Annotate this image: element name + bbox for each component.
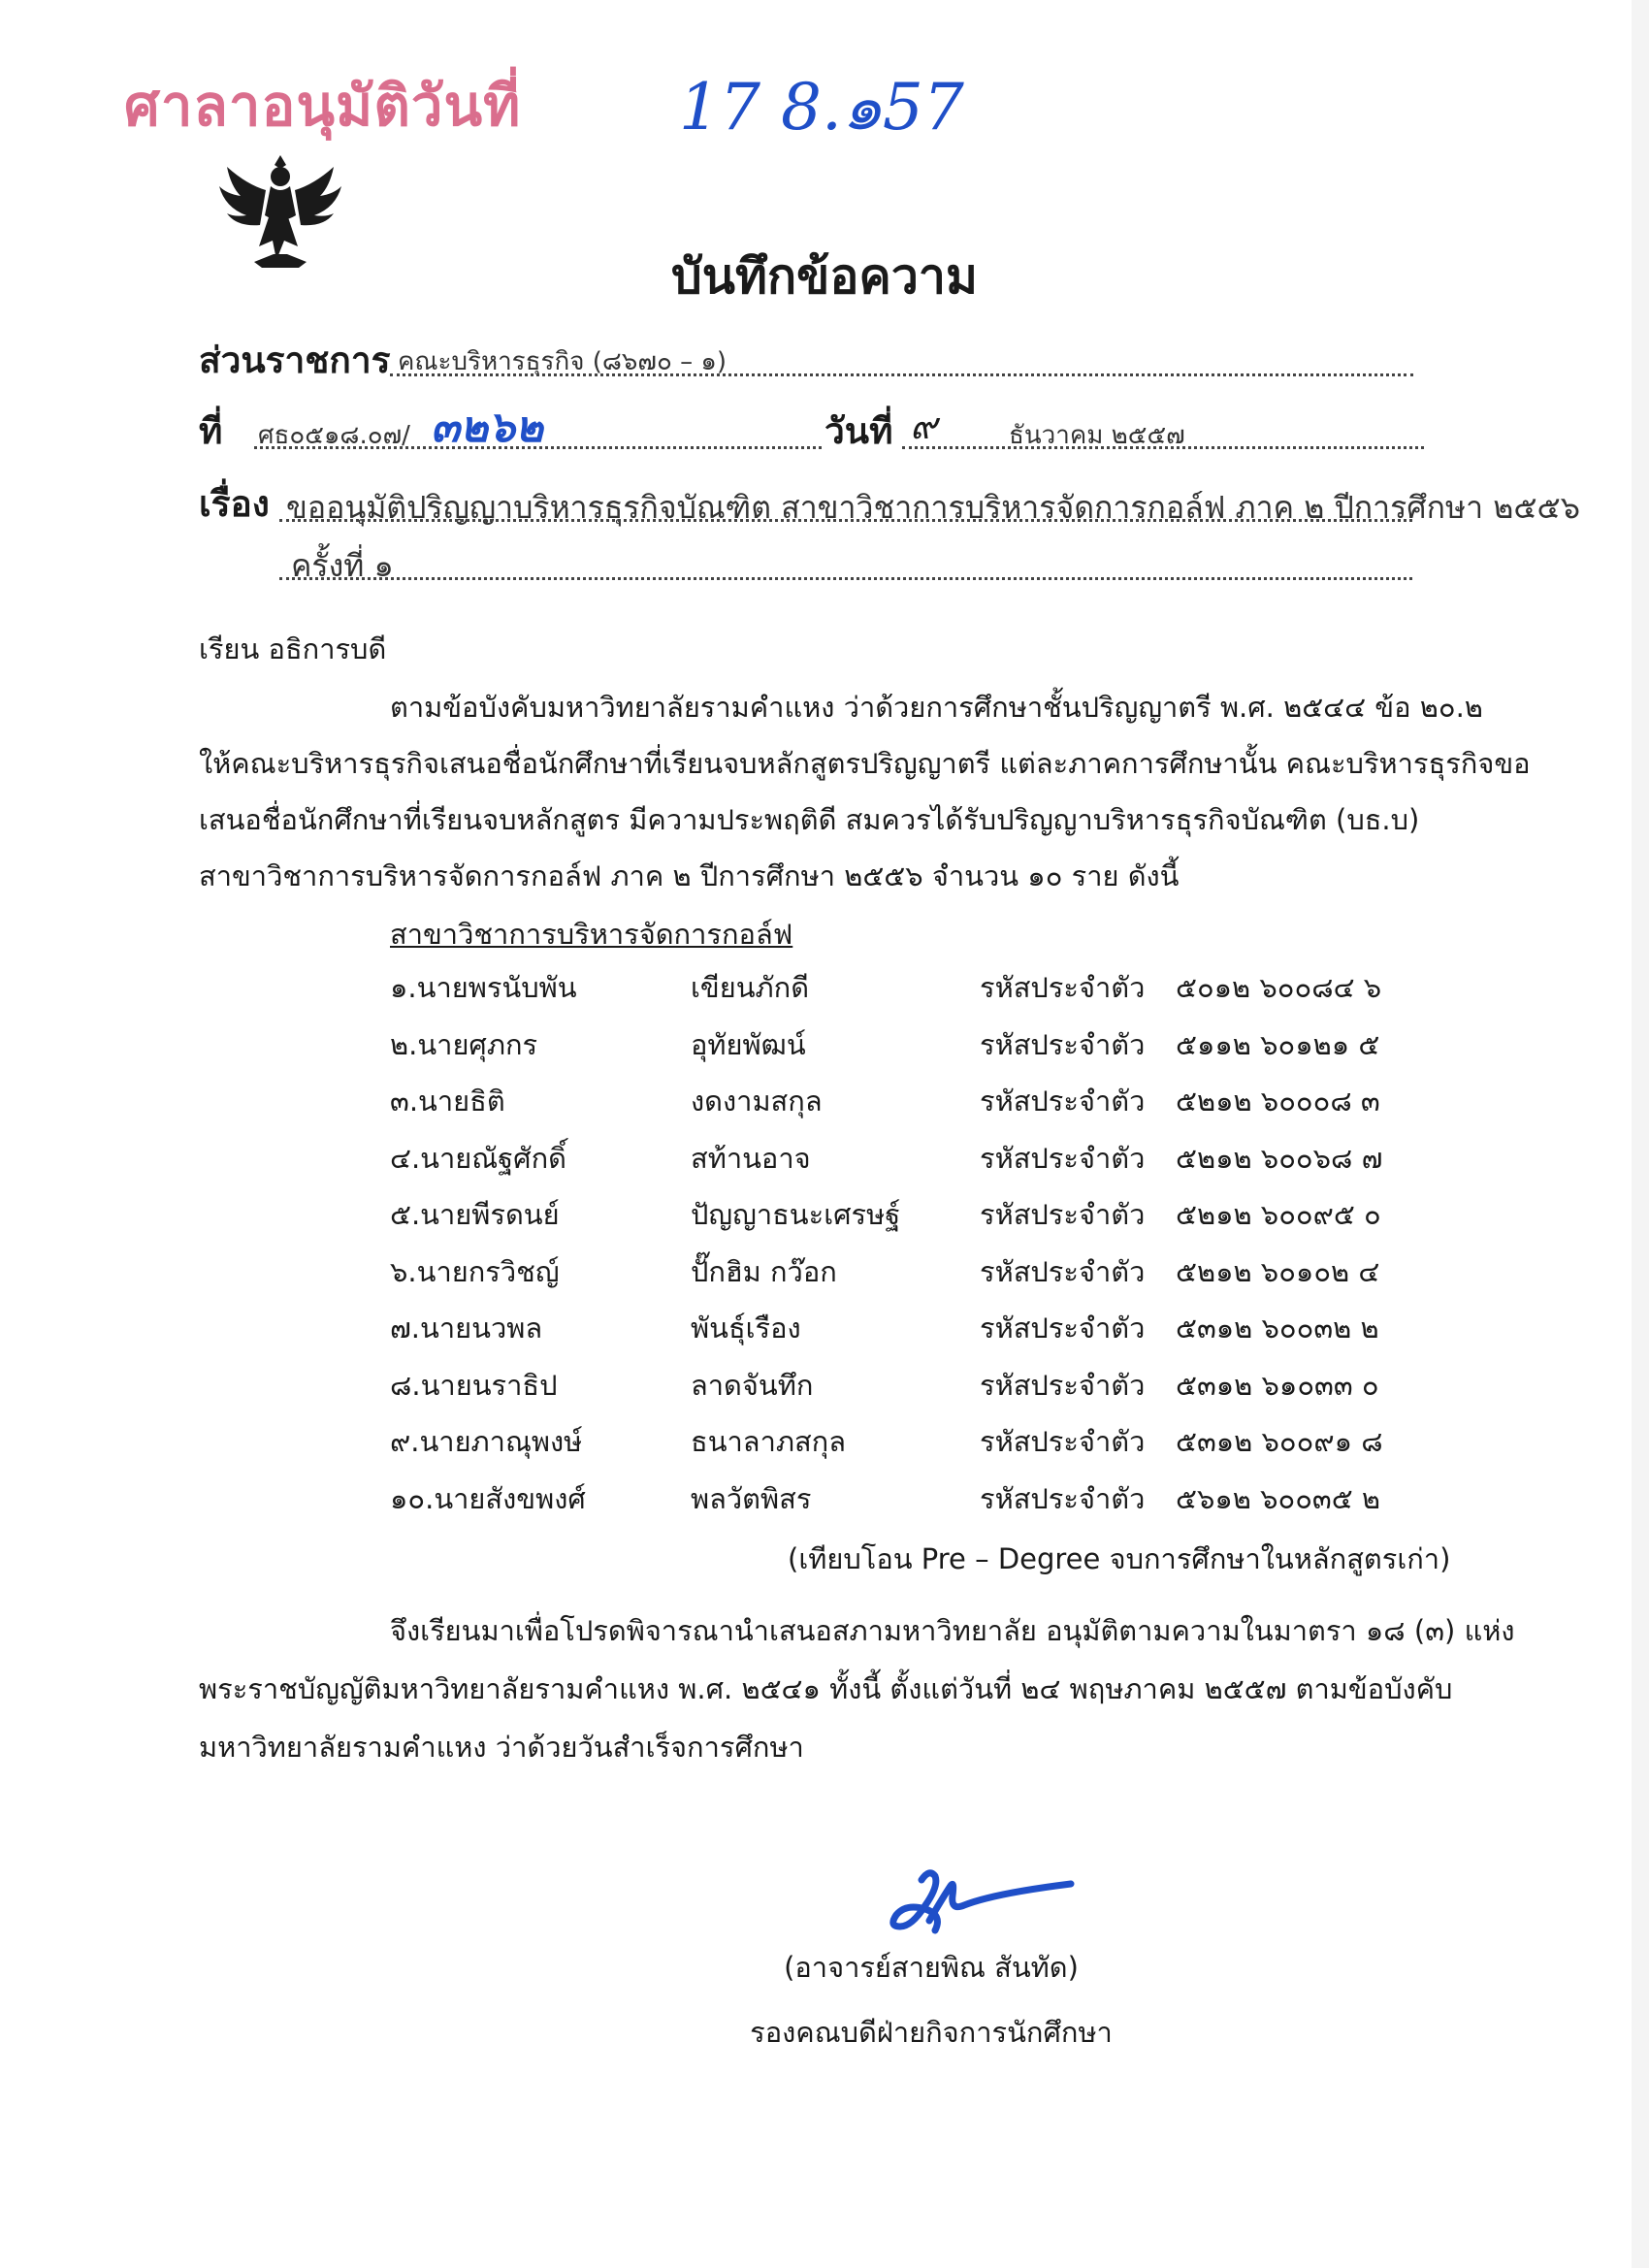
signer-title: รองคณบดีฝ่ายกิจการนักศึกษา xyxy=(750,2016,1113,2049)
signature-icon xyxy=(883,1863,1106,1955)
salutation: เรียน อธิการบดี xyxy=(199,632,387,665)
handwritten-day: ๙ xyxy=(910,405,937,447)
list-item xyxy=(390,1363,1408,1420)
student-surname: พลวัตพิสร xyxy=(691,1481,812,1515)
list-item xyxy=(390,1079,1408,1136)
approval-stamp: ศาลาอนุมัติวันที่ xyxy=(124,73,522,139)
scan-edge xyxy=(1632,0,1649,2268)
student-surname: อุทัยพัฒน์ xyxy=(691,1027,806,1061)
student-surname: เขียนภักดี xyxy=(691,971,810,1004)
subject-label: เรื่อง xyxy=(199,483,270,525)
student-name: ๕.นายพีรดนย์ xyxy=(390,1198,560,1231)
student-surname: งดงามสกุล xyxy=(691,1085,823,1118)
paragraph-1-line-1: ตามข้อบังคับมหาวิทยาลัยรามคำแหง ว่าด้วยการศึกษาชั้นปริญญาตรี พ.ศ. ๒๕๔๔ ข้อ ๒๐.๒ xyxy=(390,691,1483,724)
student-name: ๑.นายพรนับพัน xyxy=(390,971,577,1004)
subject-dotline-1 xyxy=(279,519,1412,522)
student-name: ๙.นายภาณุพงษ์ xyxy=(390,1425,583,1458)
list-item xyxy=(390,1419,1408,1476)
paragraph-2-line-2: พระราชบัญญัติมหาวิทยาลัยรามคำแหง พ.ศ. ๒๕๔๑ ทั้งนี้ ตั้งแต่วันที่ ๒๔ พฤษภาคม ๒๕๕๗ ตามข้อบังคับ xyxy=(199,1672,1453,1705)
student-name: ๘.นายนราธิป xyxy=(390,1368,558,1402)
student-list xyxy=(390,965,1408,1533)
student-surname: ธนาลาภสกุล xyxy=(691,1425,847,1458)
student-surname: ปัญญาธนะเศรษฐ์ xyxy=(691,1198,901,1231)
paragraph-2-line-1: จึงเรียนมาเพื่อโปรดพิจารณานำเสนอสภามหาวิทยาลัย อนุมัติตามความในมาตรา ๑๘ (๓) แห่ง xyxy=(390,1614,1515,1647)
paragraph-1-line-3: เสนอชื่อนักศึกษาที่เรียนจบหลักสูตร มีความประพฤติดี สมควรได้รับปริญญาบริหารธุรกิจบัณฑิต (บธ.บ) xyxy=(199,803,1420,836)
date-label: วันที่ xyxy=(824,410,893,452)
subject-line-2: ครั้งที่ ๑ xyxy=(291,547,394,584)
student-name: ๗.นายนวพล xyxy=(390,1312,543,1345)
student-id: ๕๒๑๒ ๖๐๑๐๒ ๔ xyxy=(1176,1254,1380,1288)
memo-title: บันทึกข้อความ xyxy=(671,248,978,305)
list-item xyxy=(390,1476,1408,1534)
student-id-label: รหัสประจำตัว xyxy=(980,1085,1146,1118)
student-id-label: รหัสประจำตัว xyxy=(980,1425,1146,1458)
no-label: ที่ xyxy=(199,410,223,452)
department-label: ส่วนราชการ xyxy=(199,340,391,381)
handwritten-doc-number: ๓๒๖๒ xyxy=(431,403,544,452)
paragraph-1-line-4: สาขาวิชาการบริหารจัดการกอล์ฟ ภาค ๒ ปีการศึกษา ๒๕๕๖ จำนวน ๑๐ ราย ดังนี้ xyxy=(199,859,1180,892)
list-item xyxy=(390,965,1408,1022)
department-value: คณะบริหารธุรกิจ (๘๖๗๐ – ๑) xyxy=(398,347,728,376)
subject-line-1: ขออนุมัติปริญญาบริหารธุรกิจบัณฑิต สาขาวิชาการบริหารจัดการกอล์ฟ ภาค ๒ ปีการศึกษา ๒๕๕๖ xyxy=(286,489,1581,526)
student-id-label: รหัสประจำตัว xyxy=(980,1368,1146,1402)
student-id: ๕๓๑๒ ๖๑๐๓๓ ๐ xyxy=(1176,1368,1379,1402)
student-id: ๕๐๑๒ ๖๐๐๘๔ ๖ xyxy=(1176,971,1382,1004)
student-name: ๒.นายศุภกร xyxy=(390,1027,538,1061)
student-id: ๕๒๑๒ ๖๐๐๖๘ ๗ xyxy=(1176,1141,1383,1175)
no-dotline xyxy=(254,446,822,449)
student-id-label: รหัสประจำตัว xyxy=(980,971,1146,1004)
major-heading: สาขาวิชาการบริหารจัดการกอล์ฟ xyxy=(390,918,793,951)
student-name: ๖.นายกรวิชญ์ xyxy=(390,1254,560,1288)
student-id: ๕๓๑๒ ๖๐๐๙๑ ๘ xyxy=(1176,1425,1383,1458)
date-value: ธันวาคม ๒๕๕๗ xyxy=(1009,421,1185,450)
student-surname: ลาดจันทึก xyxy=(691,1368,814,1402)
student-id: ๕๑๑๒ ๖๐๑๒๑ ๕ xyxy=(1176,1027,1380,1061)
date-dotline xyxy=(902,446,1424,449)
student-id: ๕๒๑๒ ๖๐๐๙๕ ๐ xyxy=(1176,1198,1381,1231)
student-id-label: รหัสประจำตัว xyxy=(980,1254,1146,1288)
student-name: ๓.นายธิติ xyxy=(390,1085,505,1118)
list-item xyxy=(390,1022,1408,1080)
no-value: ศธ๐๕๑๘.๐๗/ xyxy=(258,421,410,450)
student-id-label: รหัสประจำตัว xyxy=(980,1481,1146,1515)
handwritten-date: 17 8.๑57 xyxy=(679,70,964,145)
student-id: ๕๓๑๒ ๖๐๐๓๒ ๒ xyxy=(1176,1312,1379,1345)
paragraph-1-line-2: ให้คณะบริหารธุรกิจเสนอชื่อนักศึกษาที่เรียนจบหลักสูตรปริญญาตรี แต่ละภาคการศึกษานั้น คณะบริหารธุรกิจขอ xyxy=(199,747,1531,780)
list-item xyxy=(390,1306,1408,1363)
paragraph-2-line-3: มหาวิทยาลัยรามคำแหง ว่าด้วยวันสำเร็จการศึกษา xyxy=(199,1731,804,1764)
student-name: ๑๐.นายสังขพงศ์ xyxy=(390,1481,586,1515)
student-id-label: รหัสประจำตัว xyxy=(980,1312,1146,1345)
list-item xyxy=(390,1136,1408,1193)
student-id: ๕๖๑๒ ๖๐๐๓๕ ๒ xyxy=(1176,1481,1381,1515)
student-surname: ปั๊กฮิม กว๊อก xyxy=(691,1254,837,1288)
student-surname: พันธุ์เรือง xyxy=(691,1312,801,1345)
student-surname: สท้านอาจ xyxy=(691,1141,811,1175)
student-id-label: รหัสประจำตัว xyxy=(980,1198,1146,1231)
student-id-label: รหัสประจำตัว xyxy=(980,1141,1146,1175)
list-item xyxy=(390,1192,1408,1249)
list-item xyxy=(390,1249,1408,1307)
subject-dotline-2 xyxy=(279,577,1412,580)
student-id-label: รหัสประจำตัว xyxy=(980,1027,1146,1061)
transfer-note: (เทียบโอน Pre – Degree จบการศึกษาในหลักสูตรเก่า) xyxy=(788,1542,1451,1575)
signer-name: (อาจารย์สายพิณ สันทัด) xyxy=(784,1951,1079,1984)
student-id: ๕๒๑๒ ๖๐๐๐๘ ๓ xyxy=(1176,1085,1380,1118)
department-dotline xyxy=(390,373,1413,376)
student-name: ๔.นายณัฐศักดิ์ xyxy=(390,1141,566,1175)
